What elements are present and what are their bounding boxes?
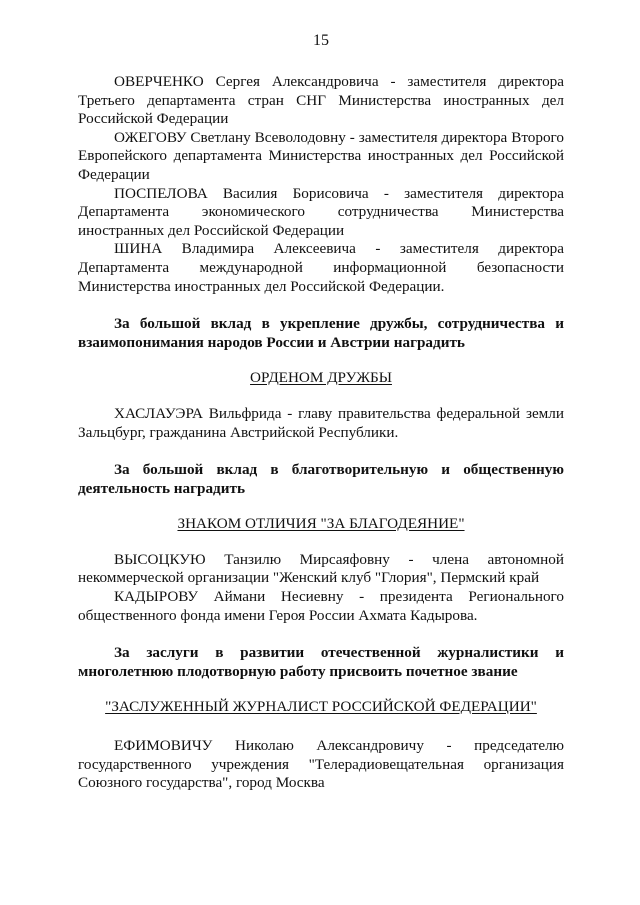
spacer [78, 296, 564, 315]
awardee-entry: ОВЕРЧЕНКО Сергея Александровича - заместителя директора Третьего департамента стран СНГ Министерства иностранных дел Российской Федерации [78, 73, 564, 128]
spacer [78, 442, 564, 461]
spacer [78, 388, 564, 405]
decree-statement: За большой вклад в укрепление дружбы, сотрудничества и взаимопонимания народов России и Австрии наградить [78, 315, 564, 351]
awardee-entry: ШИНА Владимира Алексеевича - заместителя директора Департамента международной информационной безопасности Министерства иностранных дел Российской Федерации. [78, 240, 564, 295]
spacer [78, 498, 564, 515]
spacer [78, 352, 564, 369]
award-title [78, 515, 564, 534]
awardee-entry: ЕФИМОВИЧУ Николаю Александровичу - председателю государственного учреждения "Телерадиовещательная организация Союзного государства", город Москва [78, 737, 564, 792]
spacer [78, 681, 564, 698]
spacer [78, 625, 564, 644]
award-title-text: ЗНАКОМ ОТЛИЧИЯ "ЗА БЛАГОДЕЯНИЕ" [177, 515, 465, 533]
awardee-entry: ПОСПЕЛОВА Василия Борисовича - заместителя директора Департамента экономического сотрудничества Министерства иностранных дел Российской Федерации [78, 184, 564, 239]
decree-statement: За заслуги в развитии отечественной журналистики и многолетнюю плодотворную работу присвоить почетное звание [78, 644, 564, 680]
award-title-text: ОРДЕНОМ ДРУЖБЫ [250, 369, 392, 387]
award-title [78, 698, 564, 717]
awardee-entry: ВЫСОЦКУЮ Танзилю Мирсаяфовну - члена автономной некоммерческой организации "Женский клуб "Глория", Пермский край [78, 550, 564, 587]
awardee-entry: ХАСЛАУЭРА Вильфрида - главу правительства федеральной земли Зальцбург, гражданина Австрийской Республики. [78, 404, 564, 441]
award-title [78, 369, 564, 388]
award-title-text: "ЗАСЛУЖЕННЫЙ ЖУРНАЛИСТ РОССИЙСКОЙ ФЕДЕРАЦИИ" [105, 698, 537, 716]
decree-statement: За большой вклад в благотворительную и общественную деятельность наградить [78, 461, 564, 497]
awardee-entry: ОЖЕГОВУ Светлану Всеволодовну - заместителя директора Второго Европейского департамента Министерства иностранных дел Российской Федерации [78, 128, 564, 183]
awardee-entry: КАДЫРОВУ Аймани Несиевну - президента Регионального общественного фонда имени Героя России Ахмата Кадырова. [78, 588, 564, 624]
page-number: 15 [313, 32, 329, 49]
spacer [78, 534, 564, 551]
spacer [78, 717, 564, 737]
